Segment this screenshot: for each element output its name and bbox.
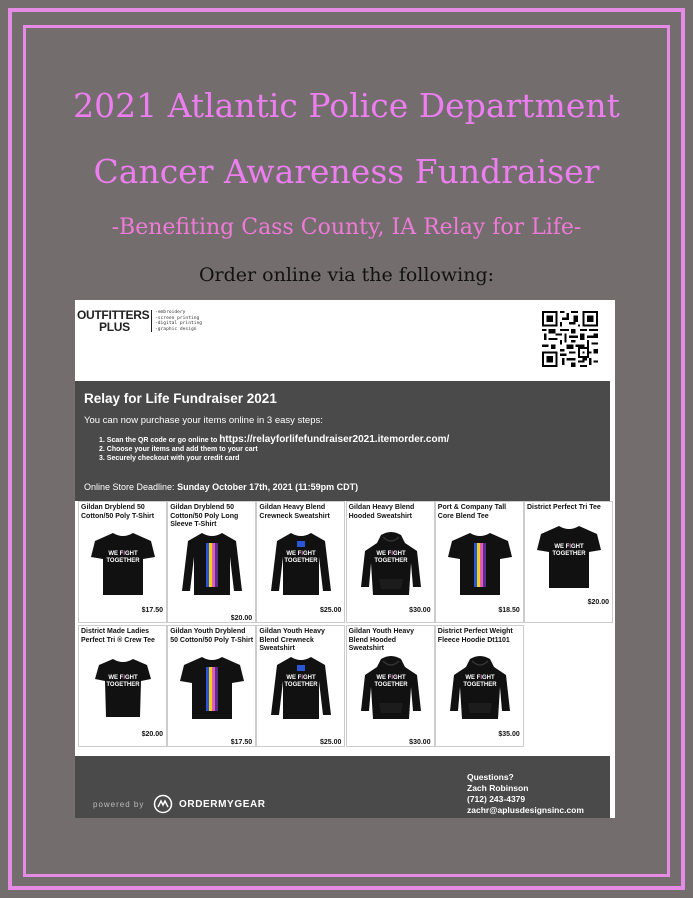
product-name: Gildan Heavy Blend Crewneck Sweatshirt: [259, 504, 330, 520]
product-name: Gildan Youth Dryblend 50 Cotton/50 Poly T-Shirt: [170, 628, 254, 644]
logo-line-1: OUTFITTERS: [77, 308, 150, 322]
flyer-footer: [75, 756, 610, 818]
product-name: Gildan Youth Heavy Blend Hooded Sweatshirt: [348, 628, 415, 652]
svg-text:TOGETHER: TOGETHER: [463, 682, 497, 688]
step-1: [99, 435, 449, 445]
deadline-label: Online Store Deadline:: [84, 482, 178, 492]
garment-image: [533, 522, 605, 592]
product-price: $20.00: [141, 731, 163, 738]
logo-line-2: PLUS: [99, 320, 130, 334]
product-card[interactable]: [78, 625, 167, 747]
product-price: $18.50: [498, 607, 520, 614]
subtitle: -Benefiting Cass County, IA Relay for Life-: [111, 215, 582, 240]
product-card[interactable]: [346, 625, 435, 747]
logo-service: -digital printing: [155, 321, 203, 326]
garment-image: [444, 529, 516, 599]
svg-text:WE FIGHT: WE FIGHT: [375, 551, 406, 557]
product-card[interactable]: [435, 625, 524, 747]
product-card[interactable]: [256, 501, 345, 623]
logo-services: [151, 310, 202, 332]
product-name: Gildan Dryblend 50 Cotton/50 Poly Long Sleeve T-Shirt: [170, 504, 239, 528]
garment-image: [355, 529, 427, 599]
svg-text:WE FIGHT: WE FIGHT: [286, 675, 317, 681]
qr-code[interactable]: [542, 311, 598, 367]
ordermygear-logo-icon: [153, 794, 173, 814]
contact-email[interactable]: zachr@aplusdesignsinc.com: [467, 805, 584, 815]
svg-text:TOGETHER: TOGETHER: [552, 551, 586, 557]
fundraiser-flyer: [75, 300, 615, 818]
product-card[interactable]: [167, 625, 256, 747]
svg-text:TOGETHER: TOGETHER: [106, 682, 140, 688]
svg-text:TOGETHER: TOGETHER: [373, 558, 408, 564]
garment-image: [265, 529, 337, 599]
powered-by-label: powered by: [93, 800, 145, 809]
svg-text:WE FIGHT: WE FIGHT: [554, 544, 584, 550]
product-card[interactable]: [435, 501, 524, 623]
ordermygear-brand: ORDERMYGEAR: [179, 799, 266, 810]
product-price: $17.50: [230, 739, 253, 746]
product-price: $30.00: [409, 739, 431, 746]
product-name: Gildan Youth Heavy Blend Crewneck Sweatshirt: [259, 628, 325, 652]
title-line-2: Cancer Awareness Fundraiser: [93, 152, 600, 191]
product-price: $20.00: [587, 599, 609, 606]
product-card[interactable]: [524, 501, 613, 623]
questions-label: Questions?: [467, 772, 514, 782]
svg-text:WE FIGHT: WE FIGHT: [375, 675, 406, 681]
product-card[interactable]: [256, 625, 345, 747]
product-card[interactable]: [78, 501, 167, 623]
info-panel: [75, 381, 610, 501]
store-deadline: [84, 482, 358, 492]
panel-intro: You can now purchase your items online in 3 easy steps:: [84, 415, 323, 426]
product-name: Port & Company Tall Core Blend Tee: [437, 504, 507, 520]
panel-title: Relay for Life Fundraiser 2021: [84, 391, 277, 406]
product-card[interactable]: [346, 501, 435, 623]
product-price: $25.00: [319, 739, 342, 746]
svg-text:WE FIGHT: WE FIGHT: [108, 551, 138, 557]
svg-text:WE FIGHT: WE FIGHT: [465, 675, 495, 681]
title-line-1: 2021 Atlantic Police Department: [73, 86, 620, 125]
garment-image: [176, 653, 248, 723]
product-name: Gildan Dryblend 50 Cotton/50 Poly T-Shirt: [81, 504, 155, 520]
deadline-value: Sunday October 17th, 2021 (11:59pm CDT): [177, 482, 359, 492]
svg-text:TOGETHER: TOGETHER: [106, 558, 140, 564]
store-url-link[interactable]: https://relayforlifefundraiser2021.itemorder.com/: [219, 434, 450, 445]
product-name: District Perfect Weight Fleece Hoodie Dt1101: [437, 628, 513, 644]
garment-image: [355, 653, 427, 723]
product-price: $25.00: [319, 607, 342, 614]
garment-image: [176, 529, 248, 599]
svg-text:WE FIGHT: WE FIGHT: [108, 675, 138, 681]
product-price: $20.00: [230, 615, 253, 622]
product-price: $35.00: [498, 731, 520, 738]
garment-image: [87, 529, 159, 599]
step-1-text: 1. Scan the QR code or go online to: [99, 437, 220, 444]
logo-service: -screen printing: [155, 315, 200, 321]
garment-image: [265, 653, 337, 723]
product-name: District Perfect Tri Tee: [527, 504, 601, 511]
logo-service: -graphic design: [155, 326, 197, 332]
outfitters-plus-logo: [77, 309, 149, 333]
svg-text:TOGETHER: TOGETHER: [373, 682, 408, 688]
contact-phone[interactable]: (712) 243-4379: [467, 794, 526, 804]
product-grid: [78, 501, 611, 747]
product-card[interactable]: [167, 501, 256, 623]
order-instruction: Order online via the following:: [198, 264, 495, 286]
step-3: 3. Securely checkout with your credit card: [99, 455, 240, 462]
steps-list: [99, 435, 449, 463]
garment-image: [444, 653, 516, 723]
product-name: Gildan Heavy Blend Hooded Sweatshirt: [348, 504, 415, 520]
step-2: 2. Choose your items and add them to your cart: [99, 446, 258, 453]
product-price: $30.00: [409, 607, 431, 614]
product-price: $17.50: [141, 607, 163, 614]
svg-text:TOGETHER: TOGETHER: [284, 682, 319, 688]
product-name: District Made Ladies Perfect Tri ® Crew Tee: [81, 628, 155, 644]
garment-image: [87, 653, 159, 723]
contact-name: Zach Robinson: [467, 783, 529, 793]
logo-service: -embroidery: [155, 310, 186, 315]
svg-text:WE FIGHT: WE FIGHT: [286, 551, 317, 557]
contact-info: [467, 772, 584, 816]
svg-text:TOGETHER: TOGETHER: [284, 558, 319, 564]
